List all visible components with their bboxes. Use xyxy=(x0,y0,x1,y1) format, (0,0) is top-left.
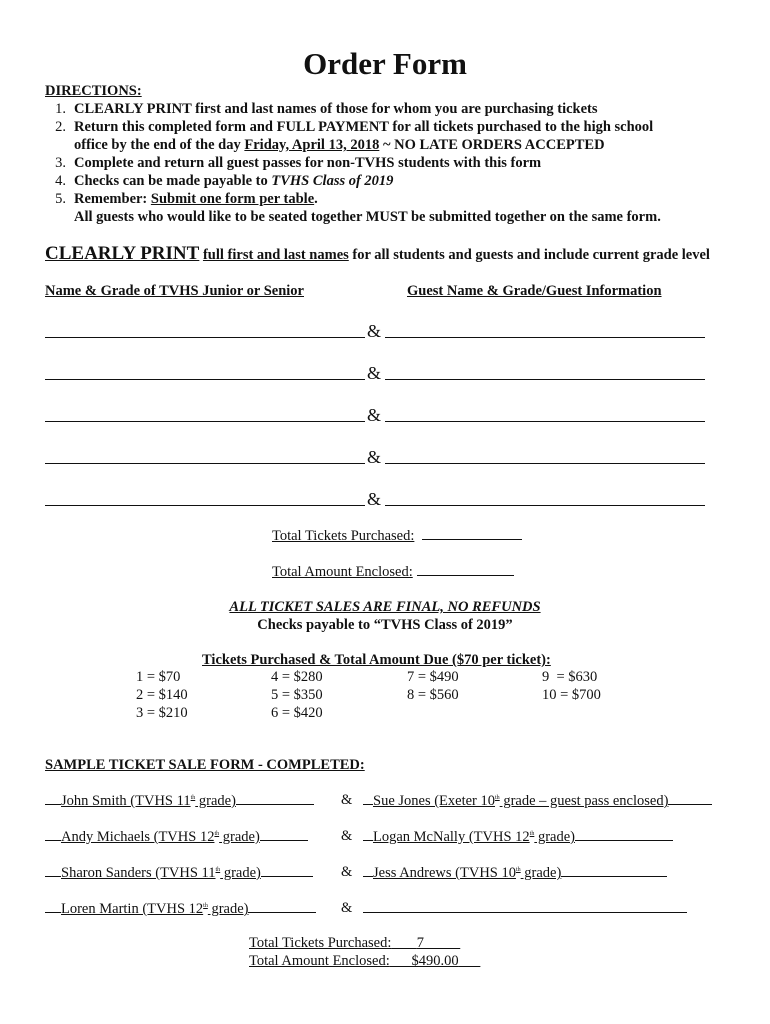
direction-item-5: 5. Remember: Submit one form per table. xyxy=(55,191,318,207)
sample-row-student: Sharon Sanders (TVHS 11th grade) xyxy=(45,864,313,882)
total-tickets-label: Total Tickets Purchased: xyxy=(272,528,415,544)
direction-item-2: 2. Return this completed form and FULL PAYMENT for all tickets purchased to the high school xyxy=(55,119,654,135)
direction-item-5-cont: All guests who would like to be seated together MUST be submitted together on the same form. xyxy=(74,209,661,225)
checks-payable-notice: Checks payable to “TVHS Class of 2019” xyxy=(257,617,513,633)
price-item: 2 = $140 xyxy=(136,687,188,703)
ampersand: & xyxy=(367,321,382,341)
sample-heading: SAMPLE TICKET SALE FORM - COMPLETED: xyxy=(45,757,365,773)
sample-ampersand: & xyxy=(341,900,353,916)
price-table-heading: Tickets Purchased & Total Amount Due ($70 per ticket): xyxy=(202,652,551,668)
student-name-field[interactable] xyxy=(45,463,365,464)
sample-ampersand: & xyxy=(341,792,353,808)
price-item: 6 = $420 xyxy=(271,705,323,721)
column-header-student: Name & Grade of TVHS Junior or Senior xyxy=(45,283,304,299)
total-amount-label: Total Amount Enclosed: xyxy=(272,564,413,580)
direction-item-2-cont: office by the end of the day Friday, April 13, 2018 ~ NO LATE ORDERS ACCEPTED xyxy=(74,137,605,153)
entry-row-4 xyxy=(45,446,705,466)
guest-name-field[interactable] xyxy=(385,463,705,464)
guest-name-field[interactable] xyxy=(385,505,705,506)
price-item: 1 = $70 xyxy=(136,669,181,685)
total-amount-line xyxy=(272,563,514,581)
direction-item-1: 1. CLEARLY PRINT first and last names of those for whom you are purchasing tickets xyxy=(55,101,598,117)
sample-total-amount: Total Amount Enclosed: $490.00 xyxy=(249,953,459,969)
price-item: 4 = $280 xyxy=(271,669,323,685)
ampersand: & xyxy=(367,405,382,425)
sample-row-guest: Logan McNally (TVHS 12th grade) xyxy=(363,828,673,846)
student-name-field[interactable] xyxy=(45,505,365,506)
student-name-field[interactable] xyxy=(45,379,365,380)
direction-item-3: 3. Complete and return all guest passes for non-TVHS students with this form xyxy=(55,155,542,171)
guest-name-field[interactable] xyxy=(385,337,705,338)
price-item: 5 = $350 xyxy=(271,687,323,703)
student-name-field[interactable] xyxy=(45,337,365,338)
page-title: Order Form xyxy=(303,46,467,81)
entry-row-3 xyxy=(45,404,705,424)
no-refunds-notice: ALL TICKET SALES ARE FINAL, NO REFUNDS xyxy=(229,599,541,615)
print-instruction: CLEARLY PRINT full first and last names for all students and guests and include current grade level xyxy=(45,243,710,264)
entry-row-2 xyxy=(45,362,705,382)
column-header-guest: Guest Name & Grade/Guest Information xyxy=(407,283,662,299)
directions-label: DIRECTIONS: xyxy=(45,83,142,99)
sample-row-student: Andy Michaels (TVHS 12th grade) xyxy=(45,828,308,846)
guest-name-field[interactable] xyxy=(385,379,705,380)
sample-ampersand: & xyxy=(341,864,353,880)
ampersand: & xyxy=(367,447,382,467)
price-item: 3 = $210 xyxy=(136,705,188,721)
total-tickets-line xyxy=(272,527,522,545)
price-item: 9 = $630 xyxy=(542,669,598,685)
student-name-field[interactable] xyxy=(45,421,365,422)
sample-row-student: John Smith (TVHS 11th grade) xyxy=(45,792,314,810)
sample-row-guest: Jess Andrews (TVHS 10th grade) xyxy=(363,864,667,882)
ampersand: & xyxy=(367,489,382,509)
total-amount-field[interactable] xyxy=(417,563,514,576)
ampersand: & xyxy=(367,363,382,383)
entry-row-5 xyxy=(45,488,705,508)
sample-row-student: Loren Martin (TVHS 12th grade) xyxy=(45,900,316,918)
guest-name-field[interactable] xyxy=(385,421,705,422)
price-item: 8 = $560 xyxy=(407,687,459,703)
sample-total-tickets: Total Tickets Purchased: 7 xyxy=(249,935,424,951)
sample-row-guest-empty xyxy=(363,900,687,918)
entry-row-1 xyxy=(45,320,705,340)
total-tickets-field[interactable] xyxy=(422,527,522,540)
price-item: 10 = $700 xyxy=(542,687,601,703)
direction-item-4: 4. Checks can be made payable to TVHS Class of 2019 xyxy=(55,173,394,189)
sample-row-guest: Sue Jones (Exeter 10th grade – guest pass enclosed) xyxy=(363,792,712,810)
sample-ampersand: & xyxy=(341,828,353,844)
directions-list xyxy=(40,100,661,226)
price-item: 7 = $490 xyxy=(407,669,459,685)
